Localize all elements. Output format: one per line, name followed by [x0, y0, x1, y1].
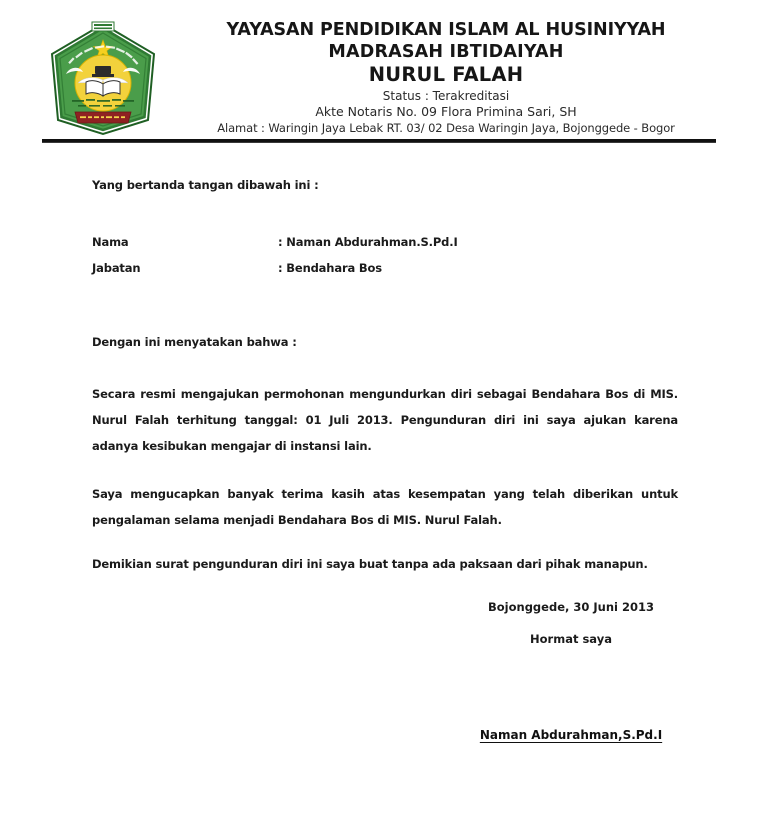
paragraph-resignation: Secara resmi mengajukan permohonan mengundurkan diri sebagai Bendahara Bos di MIS. Nurul Falah terhitung tanggal: 01 Juli 2013. Pengunduran diri ini saya ajukan karena adanya kesibukan mengajar di instansi lain. [92, 387, 678, 453]
school-emblem-logo [42, 20, 164, 138]
identity-label-position: Jabatan [92, 261, 141, 275]
signature-block [440, 598, 702, 743]
identity-label-name: Nama [92, 235, 129, 249]
notary-deed-line: Akte Notaris No. 09 Flora Primina Sari, SH [315, 104, 577, 119]
signature-space [440, 648, 702, 724]
banner [75, 112, 131, 123]
letterhead-text [170, 20, 722, 136]
identity-block [92, 235, 592, 287]
identity-row-name [92, 235, 592, 249]
letterhead [0, 14, 768, 134]
identity-row-position [92, 261, 592, 275]
signature-name: Naman Abdurahman,S.Pd.I [479, 728, 663, 742]
identity-value-name: : Naman Abdurahman.S.Pd.I [278, 235, 458, 249]
school-name: NURUL FALAH [368, 63, 524, 86]
cap-icon [92, 66, 114, 77]
signature-place-date: Bojonggede, 30 Juni 2013 [488, 600, 654, 614]
intro-line: Yang bertanda tangan dibawah ini : [92, 178, 319, 192]
accreditation-status: Status : Terakreditasi [382, 89, 510, 103]
organization-name-line-1: YAYASAN PENDIDIKAN ISLAM AL HUSINIYYAH [226, 20, 666, 40]
paragraph-closing: Demikian surat pengunduran diri ini saya buat tanpa ada paksaan dari pihak manapun. [92, 557, 648, 571]
signature-regards: Hormat saya [530, 632, 612, 646]
paragraph-thanks: Saya mengucapkan banyak terima kasih atas kesempatan yang telah diberikan untuk pengalaman selama menjadi Bendahara Bos di MIS. Nurul Falah. [92, 487, 678, 527]
address-line: Alamat : Waringin Jaya Lebak RT. 03/ 02 Desa Waringin Jaya, Bojonggede - Bogor [217, 121, 675, 135]
crown-detail-icon [92, 22, 114, 31]
school-emblem-logo-icon [42, 20, 164, 138]
header-divider [42, 139, 716, 143]
identity-value-position: : Bendahara Bos [278, 261, 382, 275]
organization-name-line-2: MADRASAH IBTIDAIYAH [328, 42, 564, 62]
declaration-line: Dengan ini menyatakan bahwa : [92, 335, 297, 349]
